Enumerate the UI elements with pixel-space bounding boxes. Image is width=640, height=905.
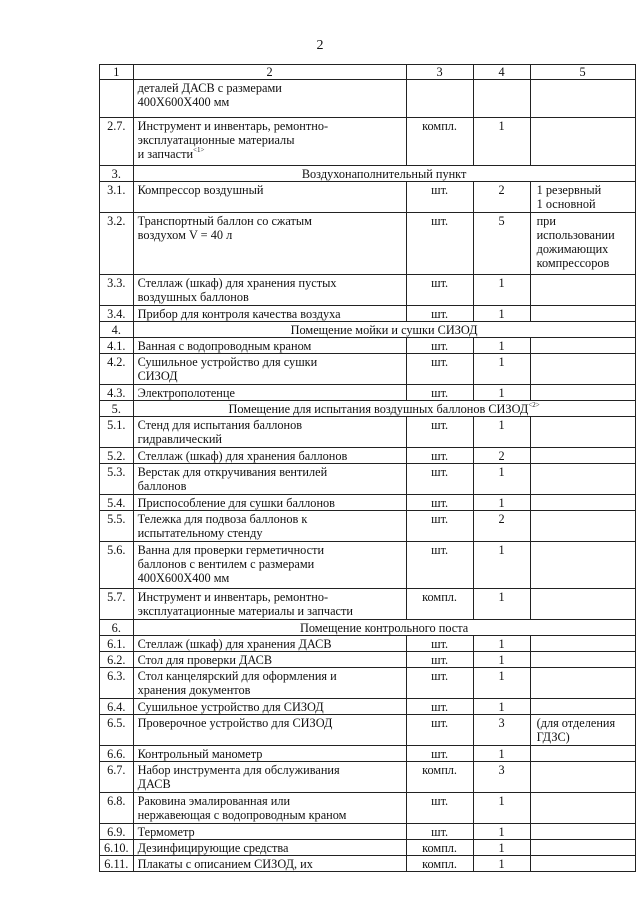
item-name [133,464,406,495]
item-note [530,856,635,872]
item-note [530,699,635,715]
table-row [100,80,636,118]
section-row [100,401,636,417]
item-note [530,495,635,511]
item-name [133,652,406,668]
item-unit: шт. [406,511,473,542]
item-name [133,213,406,275]
item-number [100,80,134,118]
item-quantity: 2 [473,511,530,542]
item-name [133,354,406,385]
item-quantity: 1 [473,417,530,448]
section-title-text: Помещение для испытания воздушных баллонов СИЗОД [228,402,529,416]
item-unit: шт. [406,715,473,746]
item-name [133,762,406,793]
item-unit: шт. [406,542,473,589]
item-number: 6.5. [100,715,134,746]
table-row [100,589,636,620]
item-note [530,824,635,840]
item-name-text: Тележка для подвоза баллонов к испытательному стенду [137,512,308,540]
table-row [100,464,636,495]
item-quantity: 1 [473,746,530,762]
item-name [133,715,406,746]
item-name-text: Инструмент и инвентарь, ремонтно- эксплуатационные материалы и запчасти [137,119,329,161]
table-row [100,338,636,354]
table-row [100,118,636,166]
item-name-text: Стенд для испытания баллонов гидравлический [137,418,303,446]
item-unit: шт. [406,464,473,495]
item-quantity: 1 [473,385,530,401]
table-row [100,824,636,840]
section-title-text: Воздухонаполнительный пункт [301,167,467,181]
table-row [100,448,636,464]
header-cell: 5 [530,65,635,80]
header-cell: 3 [406,65,473,80]
section-title-text: Помещение мойки и сушки СИЗОД [290,323,478,337]
item-name [133,542,406,589]
item-note [530,417,635,448]
item-number: 6.3. [100,668,134,699]
item-unit: шт. [406,213,473,275]
table-row [100,699,636,715]
item-note [530,668,635,699]
item-note [530,275,635,306]
item-name [133,306,406,322]
item-note [530,464,635,495]
item-quantity: 1 [473,464,530,495]
table-row [100,417,636,448]
item-unit: шт. [406,824,473,840]
item-name-text: Верстак для откручивания вентилей баллонов [137,465,328,493]
table-row [100,182,636,213]
table-row [100,793,636,824]
page-number: 2 [316,38,324,53]
item-note [530,636,635,652]
item-name-text: Дезинфицирующие средства [137,841,289,855]
item-note [530,385,635,401]
table-row [100,495,636,511]
section-title [133,620,635,636]
item-quantity: 2 [473,182,530,213]
item-note: при использовании дожимающих компрессоров [530,213,635,275]
table-row [100,306,636,322]
item-quantity: 1 [473,338,530,354]
table-row [100,636,636,652]
item-number: 3.4. [100,306,134,322]
item-name [133,746,406,762]
item-unit: шт. [406,495,473,511]
table-row [100,275,636,306]
item-note [530,306,635,322]
header-cell: 2 [133,65,406,80]
item-quantity: 1 [473,495,530,511]
item-note [530,589,635,620]
item-quantity: 1 [473,118,530,166]
item-name-text: Инструмент и инвентарь, ремонтно- эксплуатационные материалы и запчасти [137,590,353,618]
item-name [133,385,406,401]
item-quantity: 1 [473,589,530,620]
item-unit: шт. [406,746,473,762]
item-name [133,182,406,213]
item-note: (для отделения ГДЗС) [530,715,635,746]
equipment-table [99,64,636,872]
item-number: 6.4. [100,699,134,715]
section-number: 5. [100,401,134,417]
item-unit: компл. [406,762,473,793]
item-unit: компл. [406,856,473,872]
item-quantity: 3 [473,762,530,793]
item-name [133,793,406,824]
item-number: 6.9. [100,824,134,840]
item-number: 5.1. [100,417,134,448]
item-name-text: Раковина эмалированная или нержавеющая с водопроводным краном [137,794,347,822]
item-name-text: Стеллаж (шкаф) для хранения ДАСВ [137,637,332,651]
item-quantity: 1 [473,636,530,652]
item-name-text: Сушильное устройство для сушки СИЗОД [137,355,318,383]
item-note: 1 резервный 1 основной [530,182,635,213]
item-number: 3.2. [100,213,134,275]
item-unit: шт. [406,182,473,213]
item-name-text: Стол канцелярский для оформления и хранения документов [137,669,337,697]
item-quantity: 2 [473,448,530,464]
item-note [530,840,635,856]
item-note [530,354,635,385]
item-name [133,699,406,715]
item-name-text: Сушильное устройство для СИЗОД [137,700,324,714]
item-number: 3.3. [100,275,134,306]
section-number: 4. [100,322,134,338]
item-name-text: Контрольный манометр [137,747,263,761]
item-unit: компл. [406,840,473,856]
item-note [530,762,635,793]
item-name-text: Прибор для контроля качества воздуха [137,307,341,321]
item-quantity: 3 [473,715,530,746]
item-number: 4.1. [100,338,134,354]
item-name [133,824,406,840]
item-quantity: 1 [473,275,530,306]
item-number: 4.2. [100,354,134,385]
item-number: 6.10. [100,840,134,856]
item-unit: компл. [406,589,473,620]
item-name-text: Проверочное устройство для СИЗОД [137,716,333,730]
item-unit: шт. [406,793,473,824]
table-row [100,511,636,542]
footnote-ref: <1> [193,145,205,154]
item-unit: компл. [406,118,473,166]
table-row [100,652,636,668]
item-number: 5.6. [100,542,134,589]
item-quantity: 1 [473,824,530,840]
item-name [133,417,406,448]
header-cell: 4 [473,65,530,80]
item-note [530,652,635,668]
item-unit: шт. [406,448,473,464]
item-name [133,118,406,166]
section-row [100,620,636,636]
item-name-text: Электрополотенце [137,386,235,400]
section-title-text: Помещение контрольного поста [299,621,469,635]
item-name [133,80,406,118]
section-row [100,322,636,338]
table-row [100,668,636,699]
section-title [133,401,635,417]
item-number: 5.5. [100,511,134,542]
item-name [133,856,406,872]
item-name-text: Ванна для проверки герметичности баллонов с вентилем с размерами 400Х600Х400 мм [137,543,325,585]
item-quantity: 1 [473,306,530,322]
item-name [133,338,406,354]
table-row [100,856,636,872]
item-name [133,589,406,620]
item-name-text: Компрессор воздушный [137,183,264,197]
item-name-text: Стол для проверки ДАСВ [137,653,273,667]
table-row [100,385,636,401]
section-title [133,322,635,338]
item-number: 6.2. [100,652,134,668]
item-unit: шт. [406,699,473,715]
item-unit: шт. [406,417,473,448]
footnote-ref: <2> [528,400,540,409]
item-note [530,118,635,166]
item-quantity: 1 [473,652,530,668]
item-name-text: Набор инструмента для обслуживания ДАСВ [137,763,340,791]
item-note [530,338,635,354]
item-name [133,275,406,306]
item-number: 6.7. [100,762,134,793]
item-name-text: Стеллаж (шкаф) для хранения баллонов [137,449,348,463]
item-unit: шт. [406,354,473,385]
section-title [133,166,635,182]
header-row [100,65,636,80]
item-name [133,840,406,856]
item-quantity: 1 [473,668,530,699]
item-name [133,668,406,699]
item-quantity: 1 [473,856,530,872]
item-note [530,80,635,118]
item-quantity: 1 [473,793,530,824]
item-quantity: 5 [473,213,530,275]
item-note [530,793,635,824]
item-unit [406,80,473,118]
table-row [100,840,636,856]
item-name-text: Приспособление для сушки баллонов [137,496,335,510]
item-note [530,448,635,464]
item-name-text: Плакаты с описанием СИЗОД, их [137,857,313,871]
item-number: 5.3. [100,464,134,495]
table-row [100,354,636,385]
item-name-text: Стеллаж (шкаф) для хранения пустых воздушных баллонов [137,276,337,304]
item-number: 5.4. [100,495,134,511]
item-name [133,495,406,511]
item-quantity [473,80,530,118]
item-name-text: Ванная с водопроводным краном [137,339,312,353]
item-quantity: 1 [473,699,530,715]
item-unit: шт. [406,306,473,322]
item-note [530,511,635,542]
item-quantity: 1 [473,840,530,856]
item-number: 5.2. [100,448,134,464]
item-unit: шт. [406,652,473,668]
item-unit: шт. [406,636,473,652]
table-row [100,213,636,275]
item-number: 6.8. [100,793,134,824]
item-name [133,448,406,464]
table-row [100,746,636,762]
item-number: 6.1. [100,636,134,652]
table-row [100,762,636,793]
item-name-text: деталей ДАСВ с размерами 400Х600Х400 мм [137,81,282,109]
section-number: 3. [100,166,134,182]
item-unit: шт. [406,275,473,306]
item-number: 6.6. [100,746,134,762]
item-number: 2.7. [100,118,134,166]
header-cell: 1 [100,65,134,80]
item-number: 4.3. [100,385,134,401]
item-name [133,511,406,542]
section-row [100,166,636,182]
item-unit: шт. [406,668,473,699]
item-note [530,746,635,762]
item-name-text: Термометр [137,825,195,839]
item-quantity: 1 [473,354,530,385]
table-row [100,715,636,746]
section-number: 6. [100,620,134,636]
item-number: 6.11. [100,856,134,872]
item-quantity: 1 [473,542,530,589]
item-number: 3.1. [100,182,134,213]
table-row [100,542,636,589]
item-note [530,542,635,589]
item-unit: шт. [406,385,473,401]
item-name-text: Транспортный баллон со сжатым воздухом V = 40 л [137,214,312,242]
item-name [133,636,406,652]
item-unit: шт. [406,338,473,354]
item-number: 5.7. [100,589,134,620]
